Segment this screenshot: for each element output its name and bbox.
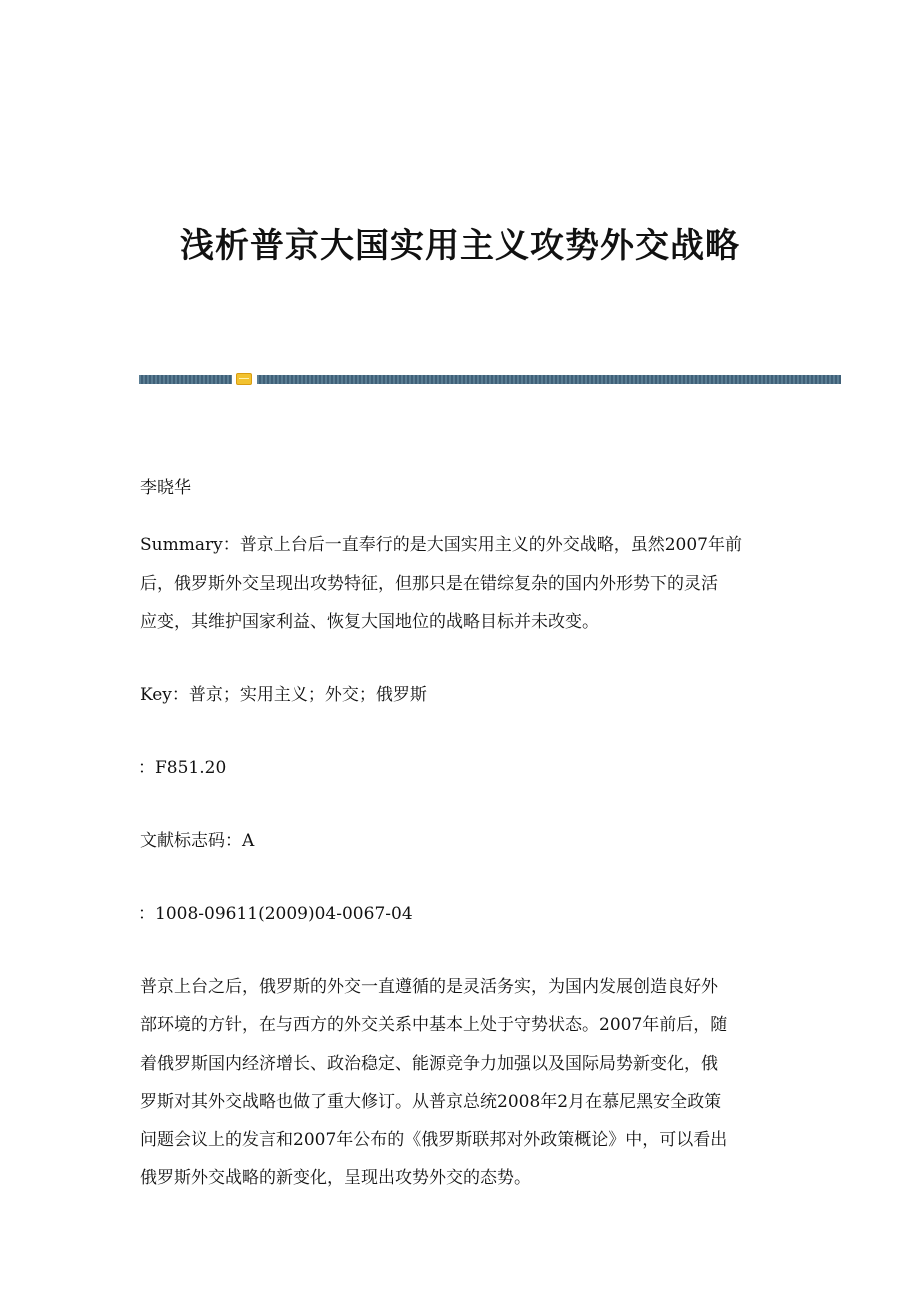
summary-line: 应变，其维护国家利益、恢复大国地位的战略目标并未改变。 (140, 612, 599, 632)
article-id: ：1008-09611(2009)04-0067-04 (138, 904, 413, 924)
body-line: 普京上台之后，俄罗斯的外交一直遵循的是灵活务实，为国内发展创造良好外 (140, 977, 718, 997)
keywords: Key：普京；实用主义；外交；俄罗斯 (140, 685, 427, 705)
body-line: 部环境的方针，在与西方的外交关系中基本上处于守势状态。2007年前后，随 (140, 1015, 728, 1035)
document-code: 文献标志码：A (140, 831, 255, 851)
classification-number: ：F851.20 (138, 758, 227, 778)
body-line: 问题会议上的发言和2007年公布的《俄罗斯联邦对外政策概论》中，可以看出 (140, 1130, 728, 1150)
author: 李晓华 (140, 478, 191, 498)
summary-line: Summary：普京上台后一直奉行的是大国实用主义的外交战略，虽然2007年前 (140, 535, 742, 555)
body-line: 罗斯对其外交战略也做了重大修订。从普京总统2008年2月在慕尼黑安全政策 (140, 1092, 722, 1112)
summary-line: 后，俄罗斯外交呈现出攻势特征，但那只是在错综复杂的国内外形势下的灵活 (140, 574, 718, 594)
divider-bar-left (139, 375, 232, 384)
document-title: 浅析普京大国实用主义攻势外交战略 (180, 226, 740, 266)
divider-bar-right (257, 375, 841, 384)
body-line: 俄罗斯外交战略的新变化，呈现出攻势外交的态势。 (140, 1168, 531, 1188)
body-line: 着俄罗斯国内经济增长、政治稳定、能源竞争力加强以及国际局势新变化，俄 (140, 1054, 718, 1074)
title-divider (139, 375, 841, 384)
envelope-icon (236, 373, 252, 385)
